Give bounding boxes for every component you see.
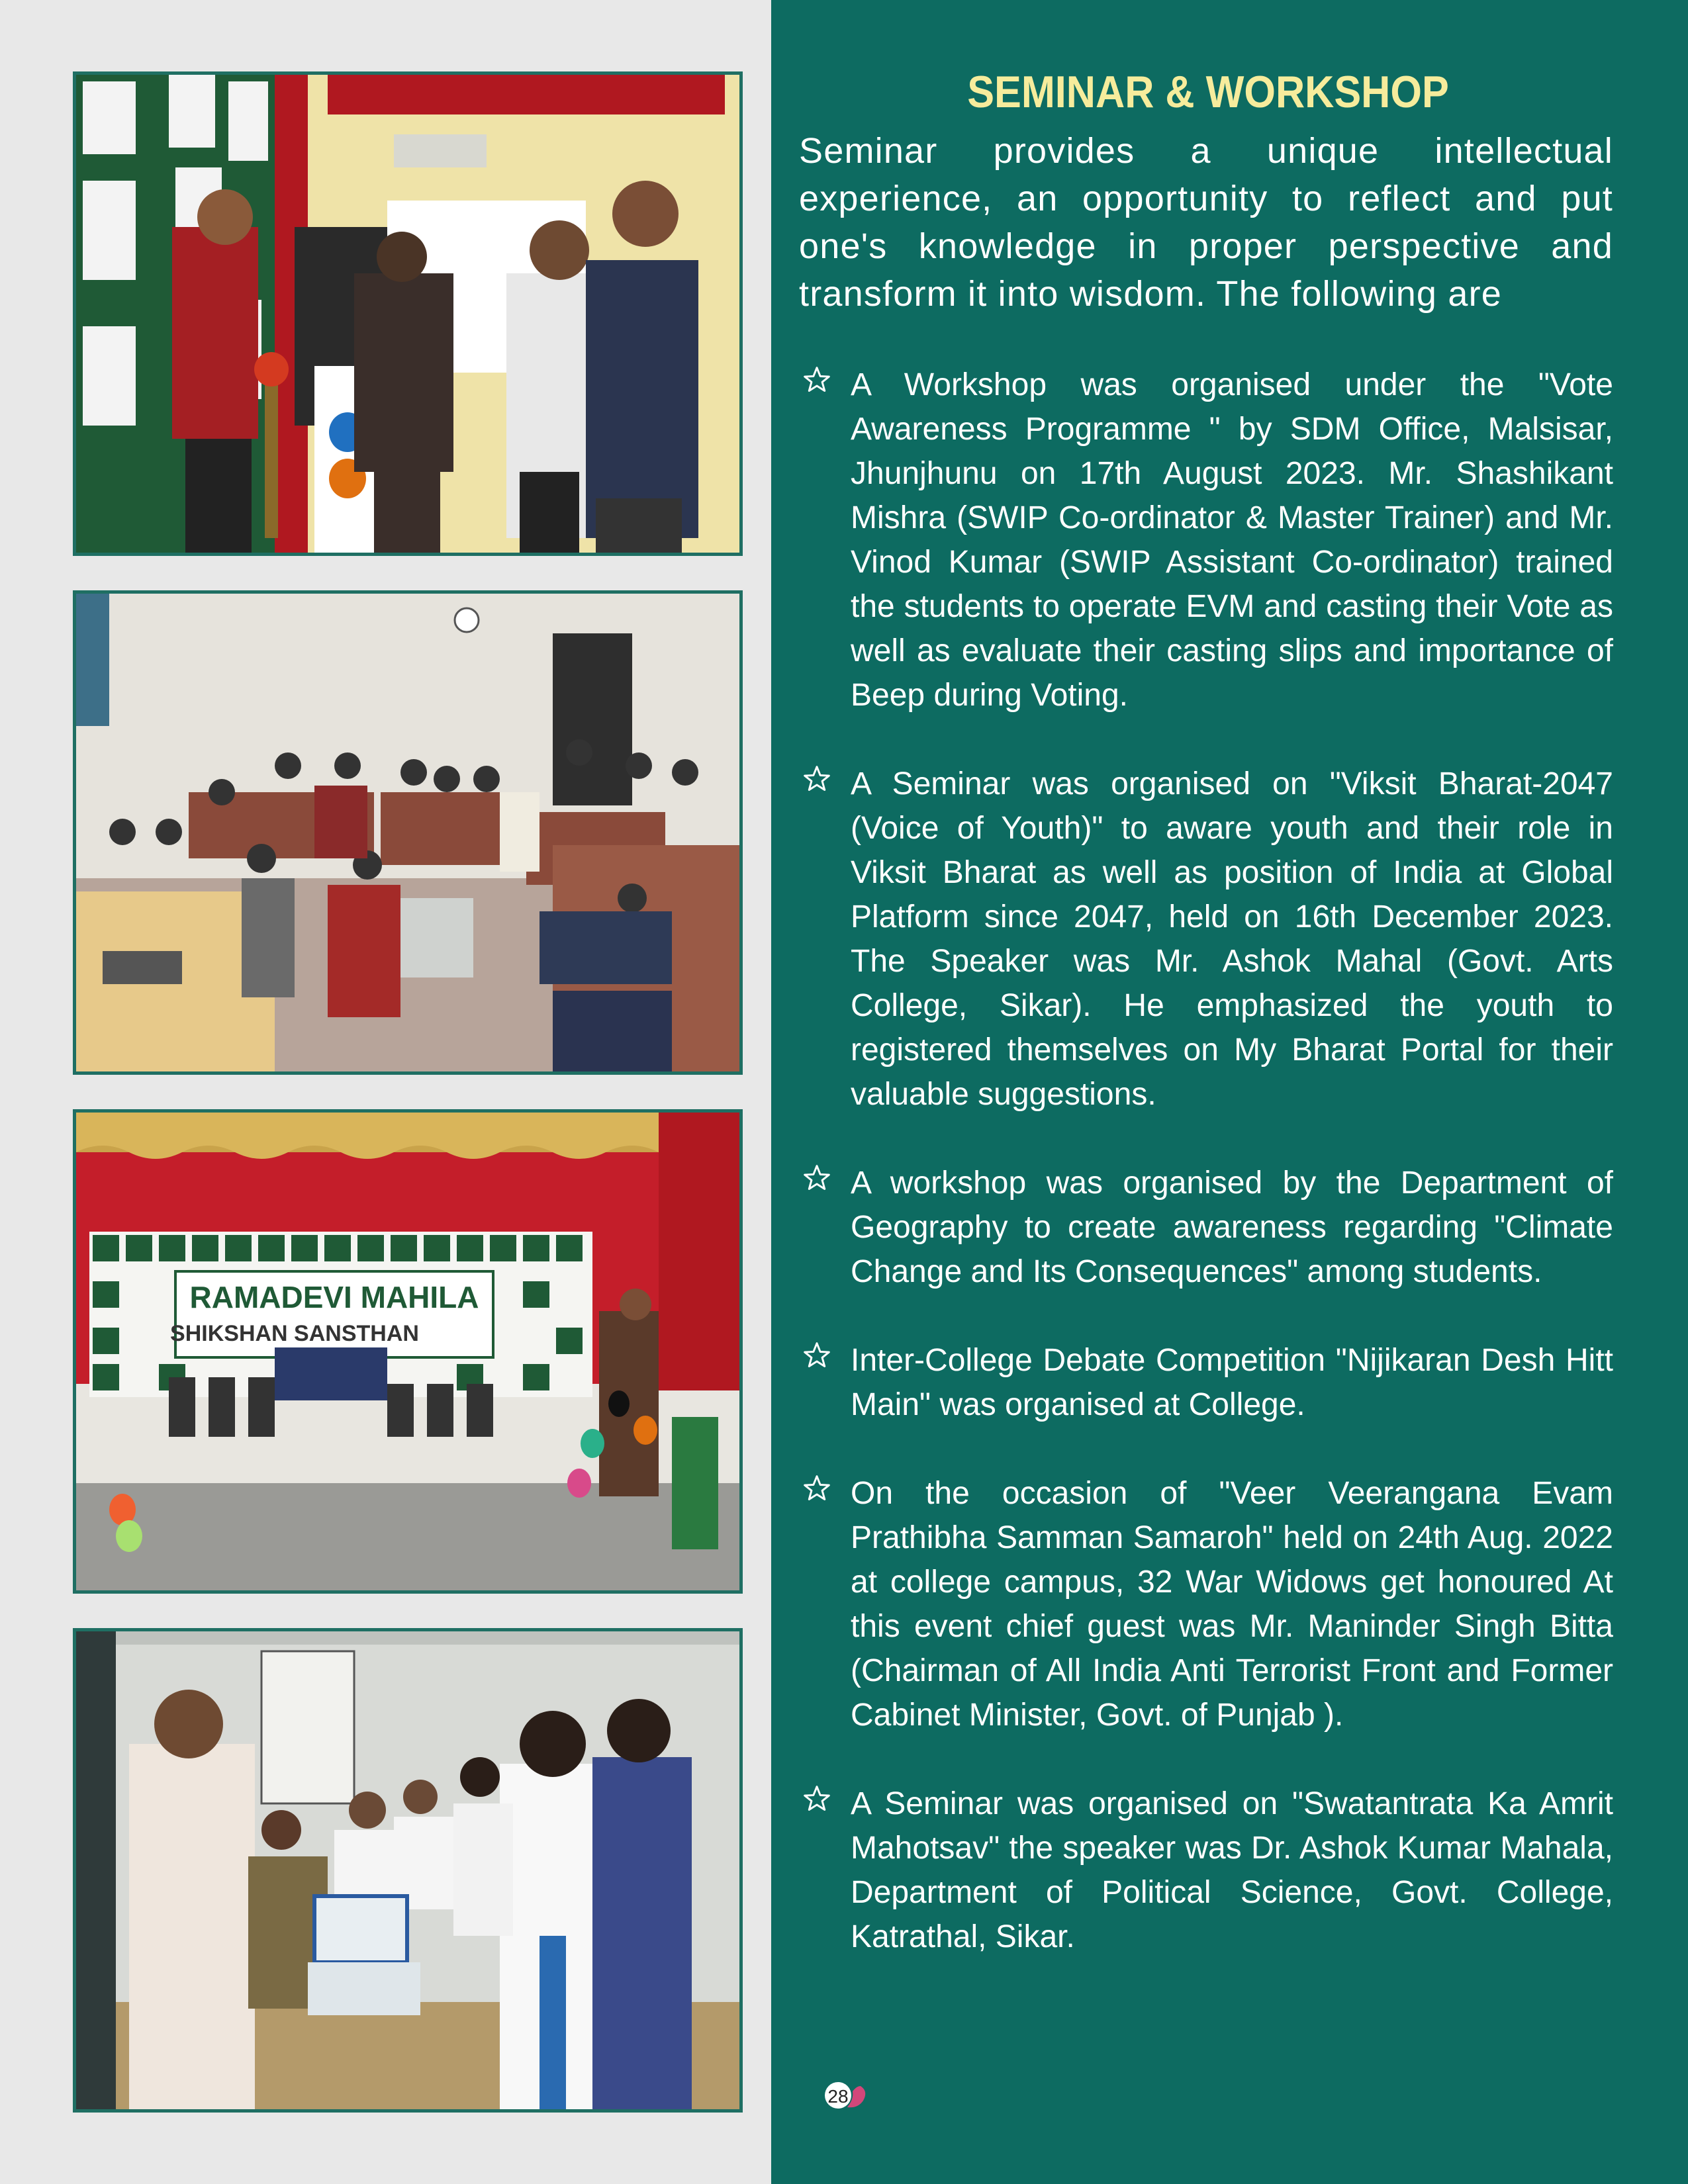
intro-paragraph: Seminar provides a unique intellectual experience, an opportunity to reflect and put one's knowledge in proper perspective and transform it into wisdom. The following are <box>799 131 1613 314</box>
photo-seminar-room <box>73 590 743 1075</box>
list-item-text: A Seminar was organised on "Viksit Bharat-2047 (Voice of Youth)" to aware youth and their role in Viksit Bharat as well as position of India at Global Platform since 2047, held on 16th December 2023. The Speaker was Mr. Ashok Mahal (Govt. Arts College, Sikar). He emphasized the youth to registered themselves on My Bharat Portal for their valuable suggestions. <box>851 766 1613 1112</box>
photo-lamp-lighting <box>73 71 743 556</box>
banner-title-line2: SHIKSHAN SANSTHAN <box>170 1321 419 1346</box>
star-outline-icon <box>802 1341 831 1370</box>
lamp-lighting-photo-art <box>76 75 739 553</box>
page-title: SEMINAR & WORKSHOP <box>967 67 1449 117</box>
star-outline-icon <box>802 1784 831 1813</box>
list-item <box>799 1338 1613 1427</box>
page-number: 28 <box>827 2086 849 2107</box>
banner-title-line1: RAMADEVI MAHILA <box>189 1280 479 1314</box>
list-item <box>799 1471 1613 1737</box>
star-outline-icon <box>802 365 831 394</box>
list-item-text: A Seminar was organised on "Swatantrata Ka Amrit Mahotsav" the speaker was Dr. Ashok Kumar Mahala, Department of Political Science, Govt. College, Katrathal, Sikar. <box>851 1786 1613 1954</box>
list-item-text: A Workshop was organised under the "Vote Awareness Programme " by SDM Office, Malsisar, Jhunjhunu on 17th August 2023. Mr. Shashikant Mishra (SWIP Co-ordinator & Master Trainer) and Mr. Vinod Kumar (SWIP Assistant Co-ordinator) trained the students to operate EVM and casting their Vote as well as evaluate their casting slips and importance of Beep during Voting. <box>851 367 1613 713</box>
list-item <box>799 762 1613 1116</box>
seminar-room-photo-art <box>76 594 739 1071</box>
list-item <box>799 363 1613 717</box>
stage-event-photo-art <box>76 1113 739 1590</box>
activity-list <box>799 363 1613 2003</box>
star-outline-icon <box>802 764 831 794</box>
list-item-text: Inter-College Debate Competition "Nijikaran Desh Hitt Main" was organised at College. <box>851 1343 1613 1422</box>
star-outline-icon <box>802 1474 831 1503</box>
photo-evm-demonstration <box>73 1628 743 2113</box>
photo-column <box>0 0 771 2184</box>
photo-stage-event <box>73 1109 743 1594</box>
list-item-text: A workshop was organised by the Department of Geography to create awareness regarding "Climate Change and Its Consequences" among students. <box>851 1165 1613 1289</box>
star-outline-icon <box>802 1163 831 1193</box>
list-item <box>799 1161 1613 1294</box>
list-item <box>799 1782 1613 1959</box>
list-item-text: On the occasion of "Veer Veerangana Evam Prathibha Samman Samaroh" held on 24th Aug. 2022 at college campus, 32 War Widows get honoured At this event chief guest was Mr. Maninder Singh Bitta (Chairman of All India Anti Terrorist Front and Former Cabinet Minister, Govt. of Punjab ). <box>851 1476 1613 1733</box>
evm-demonstration-photo-art <box>76 1631 739 2109</box>
